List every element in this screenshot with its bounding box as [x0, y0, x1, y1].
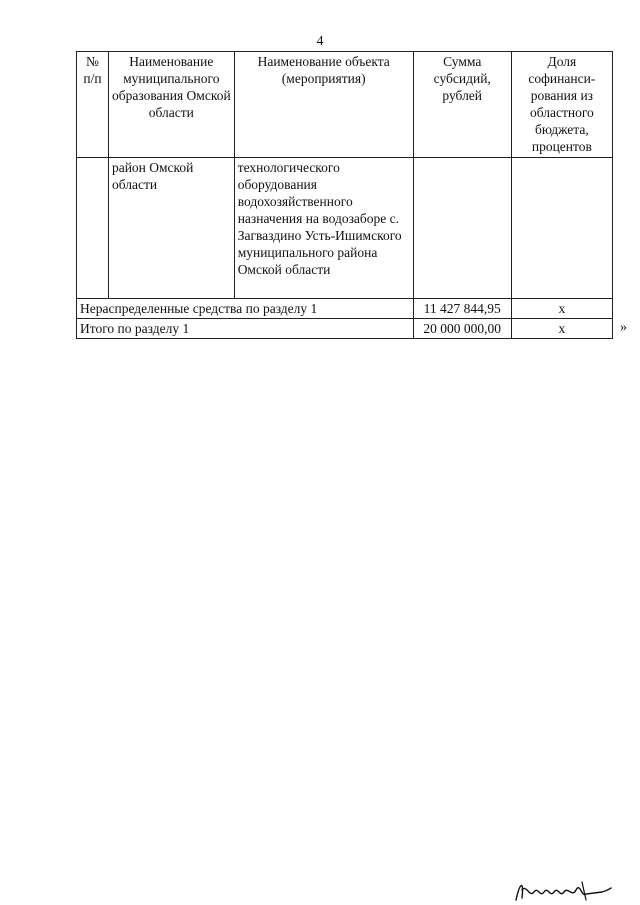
- table-row: [77, 158, 613, 299]
- closing-quote: »: [620, 320, 627, 335]
- summary-share: х: [511, 319, 612, 339]
- header-share: Доля софинанси-рования из областного бюджета, процентов: [511, 52, 612, 158]
- summary-share: х: [511, 299, 612, 319]
- cell-share: [511, 158, 612, 299]
- summary-row-unallocated: [77, 299, 613, 319]
- header-municipality: Наименование муниципального образования Омской области: [108, 52, 234, 158]
- summary-label: Нераспределенные средства по разделу 1: [77, 299, 414, 319]
- cell-municipality: район Омской области: [108, 158, 234, 299]
- subsidy-table: [76, 51, 613, 339]
- header-no: № п/п: [77, 52, 109, 158]
- summary-amount: 20 000 000,00: [413, 319, 511, 339]
- table-header-row: [77, 52, 613, 158]
- cell-no: [77, 158, 109, 299]
- cell-object: технологического оборудования водохозяйственного назначения на водозаборе с. Загваздино Усть-Ишимского муниципального района Омской области: [234, 158, 413, 299]
- summary-row-total: [77, 319, 613, 339]
- header-subsidy: Сумма субсидий, рублей: [413, 52, 511, 158]
- cell-subsidy: [413, 158, 511, 299]
- page-number: 4: [316, 34, 324, 49]
- header-object: Наименование объекта (мероприятия): [234, 52, 413, 158]
- signature-icon: [512, 876, 612, 904]
- summary-label: Итого по разделу 1: [77, 319, 414, 339]
- summary-amount: 11 427 844,95: [413, 299, 511, 319]
